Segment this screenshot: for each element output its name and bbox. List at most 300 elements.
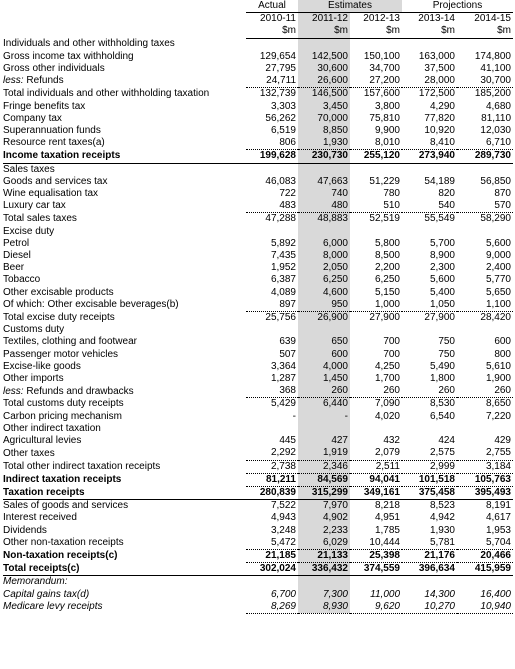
- cell-value: 94,041: [350, 473, 402, 486]
- cell-value: 1,953: [485, 524, 511, 536]
- cell-value: [350, 38, 402, 51]
- cell-value: 870: [494, 188, 511, 200]
- table-row: [3, 274, 513, 286]
- cell-value: 56,262: [265, 112, 296, 124]
- cell-value: 30,600: [298, 63, 350, 75]
- table-row: [3, 525, 513, 537]
- cell-value: [457, 576, 513, 589]
- row-label: Capital gains tax(d): [3, 588, 90, 600]
- row-label: less: Refunds and drawbacks: [3, 385, 134, 397]
- cell-value: 415,959: [457, 563, 513, 576]
- cell-value: 4,290: [429, 100, 455, 112]
- cell-value: 81,211: [246, 473, 298, 486]
- cell-value: 1,785: [374, 524, 400, 536]
- cell-value: 7,970: [298, 500, 350, 513]
- cell-value: 6,519: [270, 125, 296, 137]
- cell-value: 163,000: [418, 50, 455, 62]
- cell-value: 750: [438, 348, 455, 360]
- cell-value: 5,490: [429, 360, 455, 372]
- row-label: Passenger motor vehicles: [3, 348, 119, 360]
- table-row: [3, 423, 513, 435]
- cell-value: 1,100: [457, 299, 513, 312]
- cell-value: [246, 226, 298, 238]
- cell-value: 3,450: [298, 101, 350, 113]
- cell-value: 7,435: [270, 250, 296, 262]
- table-row: [3, 63, 513, 75]
- cell-value: 424: [438, 435, 455, 447]
- cell-value: 28,000: [402, 75, 457, 88]
- cell-value: 6,029: [298, 537, 350, 550]
- cell-value: 10,940: [457, 601, 513, 614]
- group-actual-header: Actual: [246, 0, 298, 13]
- cell-value: 722: [279, 188, 296, 200]
- row-label: Medicare levy receipts: [3, 600, 103, 612]
- cell-value: 105,763: [457, 473, 513, 486]
- row-label: Non-taxation receipts(c): [3, 549, 118, 561]
- cell-value: 1,287: [270, 373, 296, 385]
- cell-value: 9,900: [374, 125, 400, 137]
- group-projections-header: Projections: [402, 0, 513, 13]
- cell-value: 780: [383, 188, 400, 200]
- cell-value: 81,110: [481, 112, 511, 124]
- cell-value: 2,346: [298, 460, 350, 473]
- table-row: [3, 601, 513, 614]
- cell-value: [246, 423, 298, 435]
- cell-value: 3,184: [457, 460, 513, 473]
- cell-value: 132,739: [259, 88, 296, 100]
- cell-value: 1,930: [298, 137, 350, 150]
- cell-value: 26,600: [298, 75, 350, 88]
- table-row: [3, 137, 513, 150]
- table-row: [3, 163, 513, 176]
- row-label: Tobacco: [3, 274, 41, 286]
- row-label: Interest received: [3, 512, 77, 524]
- cell-value: 21,176: [402, 549, 457, 562]
- cell-value: 6,000: [298, 238, 350, 250]
- cell-value: 185,200: [474, 88, 511, 100]
- row-label: Carbon pricing mechanism: [3, 410, 122, 422]
- row-label: Excise duty: [3, 225, 55, 237]
- cell-value: 368: [246, 385, 298, 398]
- row-label: Textiles, clothing and footwear: [3, 336, 137, 348]
- table-row: [3, 188, 513, 200]
- table-row: [3, 125, 513, 137]
- cell-value: 5,800: [374, 237, 400, 249]
- cell-value: 6,440: [298, 398, 350, 411]
- row-label: Of which: Other excisable beverages(b): [3, 299, 179, 311]
- row-label: Wine equalisation tax: [3, 188, 99, 200]
- cell-value: 157,600: [363, 88, 400, 100]
- cell-value: 820: [438, 188, 455, 200]
- cell-value: 2,300: [429, 262, 455, 274]
- cell-value: 1,700: [374, 373, 400, 385]
- table-row: [3, 200, 513, 213]
- cell-value: [298, 324, 350, 336]
- cell-value: 10,270: [402, 601, 457, 614]
- cell-value: 4,942: [429, 512, 455, 524]
- cell-value: 260: [298, 385, 350, 398]
- cell-value: 806: [246, 137, 298, 150]
- cell-value: 27,200: [350, 75, 402, 88]
- cell-value: 600: [494, 336, 511, 348]
- table-row: [3, 563, 513, 576]
- unit-header: $m: [402, 25, 457, 38]
- cell-value: 34,700: [369, 63, 400, 74]
- cell-value: 5,429: [270, 398, 296, 410]
- row-label: less: Refunds: [3, 75, 64, 87]
- cell-value: 4,020: [374, 410, 400, 422]
- cell-value: [402, 226, 457, 238]
- row-label: Luxury car tax: [3, 200, 66, 212]
- cell-value: 4,943: [270, 512, 296, 524]
- table-row: [3, 213, 513, 226]
- row-label: Other taxes: [3, 447, 55, 459]
- table-row: [3, 361, 513, 373]
- cell-value: [298, 163, 350, 176]
- row-label: Excise-like goods: [3, 360, 81, 372]
- cell-value: 77,820: [424, 112, 455, 124]
- cell-value: 289,730: [457, 150, 513, 163]
- cell-value: 58,290: [480, 213, 511, 225]
- table-row: [3, 150, 513, 163]
- table-row: [3, 576, 513, 589]
- table-row: [3, 176, 513, 188]
- cell-value: 84,569: [298, 473, 350, 486]
- cell-value: 41,100: [480, 63, 511, 74]
- cell-value: 897: [246, 299, 298, 312]
- cell-value: [350, 576, 402, 589]
- cell-value: 11,000: [370, 588, 400, 600]
- row-label: Gross income tax withholding: [3, 50, 134, 62]
- header-group-row: [3, 0, 513, 13]
- cell-value: 21,133: [298, 549, 350, 562]
- cell-value: 395,493: [457, 486, 513, 499]
- row-label: Diesel: [3, 250, 31, 262]
- row-label: Company tax: [3, 112, 62, 124]
- cell-value: 5,892: [270, 237, 296, 249]
- cell-value: 427: [298, 435, 350, 447]
- cell-value: 37,500: [424, 63, 455, 74]
- year-header: 2011-12: [298, 13, 350, 26]
- cell-value: 570: [457, 200, 513, 213]
- table-row: [3, 262, 513, 274]
- cell-value: 27,900: [424, 312, 455, 324]
- cell-value: 255,120: [350, 150, 402, 163]
- cell-value: 6,387: [270, 274, 296, 286]
- row-label: Dividends: [3, 524, 47, 536]
- cell-value: 8,930: [298, 601, 350, 614]
- cell-value: 75,810: [369, 112, 400, 124]
- table-row: [3, 51, 513, 63]
- row-label: Total sales taxes: [3, 213, 77, 225]
- cell-value: 480: [298, 200, 350, 213]
- cell-value: 26,900: [298, 312, 350, 325]
- cell-value: 9,000: [485, 250, 511, 262]
- cell-value: 5,150: [374, 286, 400, 298]
- cell-value: 2,079: [350, 447, 402, 460]
- table-row: [3, 226, 513, 238]
- cell-value: [457, 38, 513, 51]
- table-row: [3, 460, 513, 473]
- cell-value: 5,610: [485, 360, 511, 372]
- cell-value: 349,161: [350, 486, 402, 499]
- table-row: [3, 312, 513, 325]
- cell-value: 12,030: [480, 125, 511, 137]
- cell-value: 2,292: [246, 447, 298, 460]
- cell-value: 16,400: [480, 588, 511, 600]
- row-label: Total individuals and other withholding taxation: [3, 88, 210, 100]
- cell-value: 483: [246, 200, 298, 213]
- cell-value: 639: [279, 336, 296, 348]
- table-row: [3, 88, 513, 101]
- cell-value: 8,530: [429, 398, 455, 410]
- row-label: Total customs duty receipts: [3, 398, 124, 410]
- cell-value: 315,299: [298, 486, 350, 499]
- cell-value: 54,189: [424, 175, 455, 187]
- row-label: Other imports: [3, 373, 64, 385]
- cell-value: 8,523: [429, 500, 455, 512]
- cell-value: 48,883: [298, 213, 350, 226]
- cell-value: 52,519: [369, 213, 400, 225]
- row-label: Goods and services tax: [3, 175, 108, 187]
- table-row: [3, 349, 513, 361]
- cell-value: 70,000: [298, 113, 350, 125]
- cell-value: 507: [279, 348, 296, 360]
- cell-value: 3,800: [374, 100, 400, 112]
- cell-value: 142,500: [298, 51, 350, 63]
- table-row: [3, 500, 513, 513]
- cell-value: 260: [402, 385, 457, 398]
- cell-value: 47,663: [298, 176, 350, 188]
- cell-value: 9,620: [350, 601, 402, 614]
- row-label: Individuals and other withholding taxes: [3, 38, 175, 50]
- cell-value: 3,248: [270, 524, 296, 536]
- cell-value: [298, 576, 350, 589]
- row-label: Fringe benefits tax: [3, 100, 86, 112]
- cell-value: 5,781: [402, 537, 457, 550]
- table-row: [3, 435, 513, 447]
- cell-value: 3,364: [270, 360, 296, 372]
- cell-value: 2,400: [485, 262, 511, 274]
- cell-value: [350, 163, 402, 176]
- cell-value: 429: [494, 435, 511, 447]
- cell-value: 650: [298, 336, 350, 348]
- header-unit-row: [3, 25, 513, 38]
- row-label: Customs duty: [3, 324, 65, 336]
- row-label: Taxation receipts: [3, 486, 246, 499]
- row-label: Sales taxes: [3, 163, 55, 175]
- cell-value: 146,500: [298, 88, 350, 101]
- cell-value: [402, 423, 457, 435]
- cell-value: [457, 163, 513, 176]
- table-row: [3, 373, 513, 385]
- less-prefix: less:: [3, 385, 24, 397]
- cell-value: 375,458: [402, 486, 457, 499]
- cell-value: 4,680: [485, 100, 511, 112]
- row-label: Superannuation funds: [3, 125, 101, 137]
- cell-value: 1,450: [298, 373, 350, 385]
- row-label: Other excisable products: [3, 286, 114, 298]
- cell-value: 280,839: [246, 486, 298, 499]
- row-label: Resource rent taxes(a): [3, 137, 105, 149]
- row-label: Indirect taxation receipts: [3, 473, 122, 485]
- cell-value: 5,600: [485, 237, 511, 249]
- less-prefix: less:: [3, 75, 24, 87]
- cell-value: 27,795: [265, 63, 296, 74]
- cell-value: 273,940: [402, 150, 457, 163]
- cell-value: 950: [298, 299, 350, 312]
- table-row: [3, 447, 513, 460]
- year-header: 2014-15: [474, 13, 511, 25]
- cell-value: 5,650: [485, 286, 511, 298]
- table-row: [3, 512, 513, 524]
- row-label: Gross other individuals: [3, 63, 105, 74]
- row-label: Total other indirect taxation receipts: [3, 460, 161, 472]
- cell-value: 1,930: [429, 524, 455, 536]
- cell-value: 5,770: [485, 274, 511, 286]
- cell-value: 14,300: [424, 588, 455, 600]
- cell-value: 600: [298, 349, 350, 361]
- table-row: [3, 113, 513, 125]
- cell-value: -: [298, 411, 350, 423]
- cell-value: 510: [350, 200, 402, 213]
- cell-value: 7,300: [298, 589, 350, 601]
- cell-value: [246, 324, 298, 336]
- cell-value: 101,518: [402, 473, 457, 486]
- cell-value: 432: [383, 435, 400, 447]
- cell-value: 172,500: [418, 88, 455, 100]
- cell-value: 6,540: [429, 410, 455, 422]
- cell-value: 5,704: [457, 537, 513, 550]
- cell-value: [402, 576, 457, 589]
- cell-value: 700: [383, 336, 400, 348]
- cell-value: 2,575: [402, 447, 457, 460]
- unit-header: $m: [246, 25, 298, 38]
- cell-value: 445: [279, 435, 296, 447]
- cell-value: 21,185: [246, 549, 298, 562]
- table-row: [3, 411, 513, 423]
- cell-value: 47,288: [265, 213, 296, 225]
- cell-value: [246, 163, 298, 176]
- cell-value: 8,000: [298, 250, 350, 262]
- cell-value: 28,420: [480, 312, 511, 324]
- cell-value: 5,472: [246, 537, 298, 550]
- cell-value: 2,511: [350, 460, 402, 473]
- table-row: [3, 549, 513, 562]
- cell-value: 8,900: [429, 250, 455, 262]
- cell-value: 25,398: [350, 549, 402, 562]
- table-row: [3, 589, 513, 601]
- cell-value: 10,920: [424, 125, 455, 137]
- cell-value: 7,220: [485, 410, 511, 422]
- cell-value: 2,233: [298, 525, 350, 537]
- cell-value: 51,229: [369, 175, 400, 187]
- cell-value: 5,600: [429, 274, 455, 286]
- cell-value: 8,500: [374, 250, 400, 262]
- cell-value: 4,089: [270, 286, 296, 298]
- cell-value: 5,700: [429, 237, 455, 249]
- row-label: Agricultural levies: [3, 435, 82, 447]
- cell-value: [350, 324, 402, 336]
- cell-value: 1,800: [429, 373, 455, 385]
- cell-value: 336,432: [298, 563, 350, 576]
- cell-value: [402, 163, 457, 176]
- unit-header: $m: [298, 25, 350, 38]
- table-row: [3, 75, 513, 88]
- row-label: Income taxation receipts: [3, 150, 246, 163]
- cell-value: 6,250: [298, 274, 350, 286]
- cell-value: 3,303: [270, 100, 296, 112]
- cell-value: -: [292, 410, 296, 422]
- cell-value: 46,083: [265, 175, 296, 187]
- cell-value: 740: [298, 188, 350, 200]
- cell-value: 56,850: [480, 175, 511, 187]
- unit-header: $m: [350, 25, 402, 38]
- cell-value: 6,710: [457, 137, 513, 150]
- row-label: Other indirect taxation: [3, 422, 101, 434]
- cell-value: 540: [402, 200, 457, 213]
- cell-value: 8,410: [402, 137, 457, 150]
- year-header: 2012-13: [363, 13, 400, 25]
- cell-value: 4,600: [298, 287, 350, 299]
- cell-value: [457, 423, 513, 435]
- cell-value: 8,850: [298, 125, 350, 137]
- cell-value: 2,738: [246, 460, 298, 473]
- row-label: Petrol: [3, 237, 30, 249]
- table-row: [3, 287, 513, 299]
- year-header: 2013-14: [418, 13, 455, 25]
- cell-value: 1,050: [402, 299, 457, 312]
- cell-value: 25,756: [265, 312, 296, 324]
- table-row: [3, 250, 513, 262]
- cell-value: 260: [457, 385, 513, 398]
- cell-value: 10,444: [350, 537, 402, 550]
- cell-value: 8,650: [485, 398, 511, 410]
- table-row: [3, 385, 513, 398]
- table-row: [3, 537, 513, 550]
- cell-value: 260: [350, 385, 402, 398]
- cell-value: [298, 423, 350, 435]
- table-row: [3, 101, 513, 113]
- cell-value: 4,250: [374, 360, 400, 372]
- cell-value: 1,952: [270, 262, 296, 274]
- cell-value: 7,090: [374, 398, 400, 410]
- cell-value: 1,919: [298, 447, 350, 460]
- unit-header: $m: [457, 25, 513, 38]
- cell-value: 8,191: [485, 500, 511, 512]
- table-row: [3, 473, 513, 486]
- cell-value: 6,250: [374, 274, 400, 286]
- cell-value: [246, 576, 298, 589]
- cell-value: 5,400: [429, 286, 455, 298]
- cell-value: 199,628: [246, 150, 298, 163]
- cell-value: 396,634: [402, 563, 457, 576]
- cell-value: 24,711: [246, 75, 298, 88]
- cell-value: 750: [438, 336, 455, 348]
- table-row: [3, 486, 513, 499]
- cell-value: 302,024: [246, 563, 298, 576]
- header-years-row: [3, 13, 513, 26]
- group-estimates-header: Estimates: [298, 0, 402, 13]
- cell-value: 129,654: [259, 50, 296, 62]
- cell-value: [298, 226, 350, 238]
- cell-value: 4,902: [298, 512, 350, 524]
- table-row: [3, 398, 513, 411]
- table-row: [3, 324, 513, 336]
- cell-value: [298, 38, 350, 51]
- cell-value: 8,269: [246, 601, 298, 614]
- cell-value: [246, 38, 298, 51]
